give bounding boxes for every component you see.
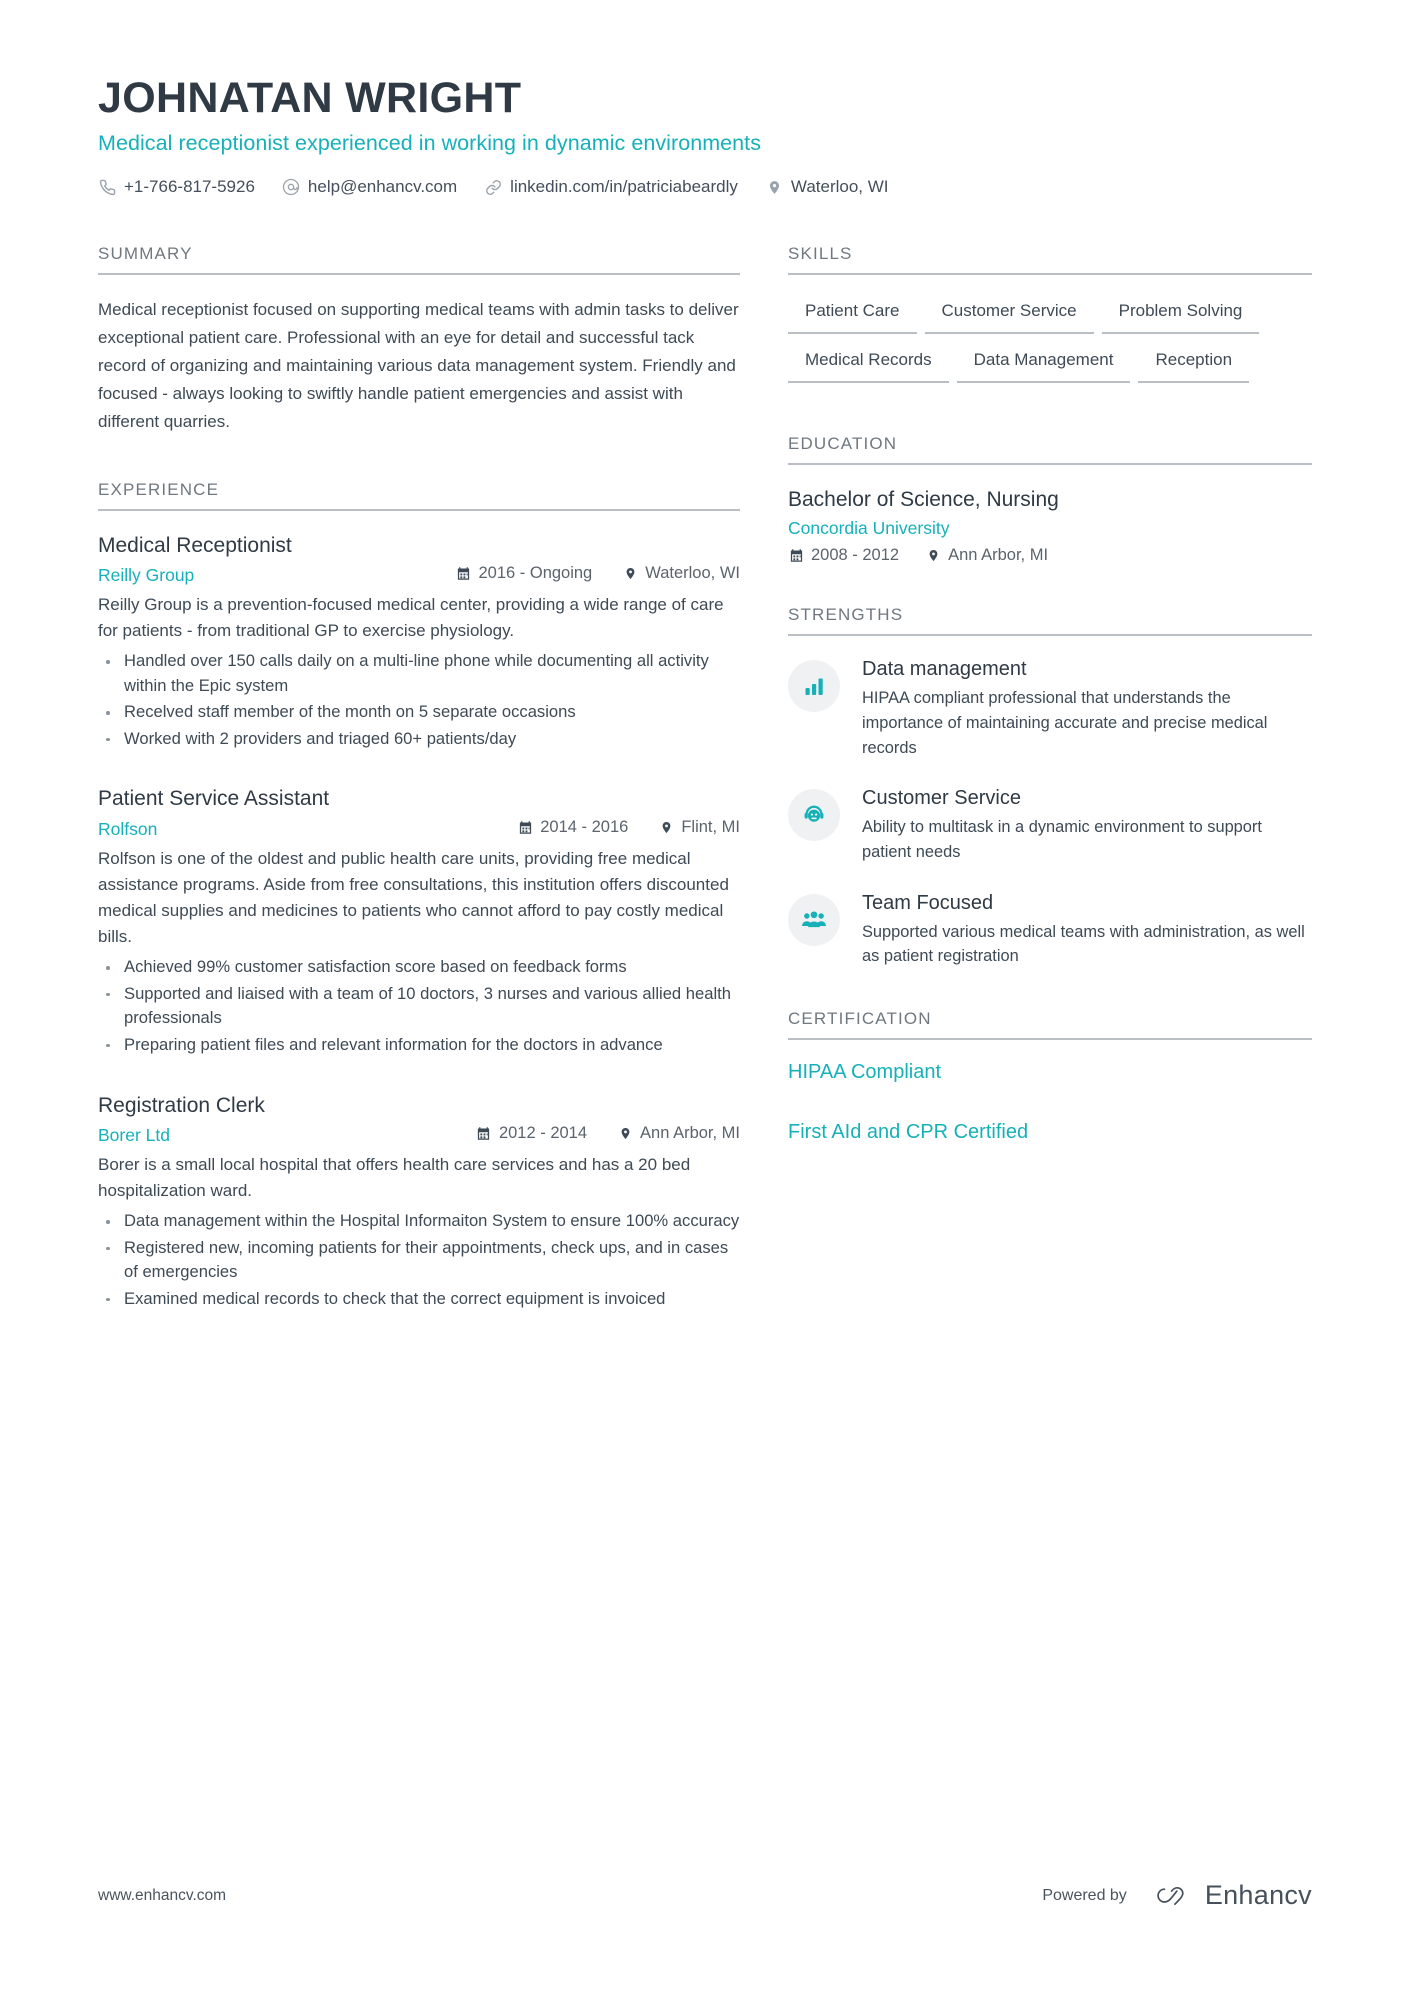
experience-description: Borer is a small local hospital that offers health care services and has a 20 bed hospitalization ward.: [98, 1154, 691, 1200]
experience-meta-right: [476, 1124, 740, 1143]
strength-body: [862, 786, 1312, 864]
experience-bullets: [98, 1209, 740, 1311]
left-column: [98, 244, 788, 1313]
calendar-icon: [455, 565, 471, 581]
education-dates-text: 2008 - 2012: [811, 546, 900, 565]
enhancv-brand-name: Enhancv: [1204, 1880, 1312, 1910]
education-school: Concordia University: [788, 518, 950, 539]
summary-section-title: SUMMARY: [98, 244, 740, 275]
list-item: Worked with 2 providers and triaged 60+ patients/day: [98, 727, 740, 752]
spacer: [788, 969, 1312, 1009]
summary-text: Medical receptionist focused on supporting medical teams with admin tasks to deliver exceptional patient care. Professional with an eye for detail and successful tack record of organizing and maintaining various data management system. Friendly and focused - always looking to swiftly handle patient emergencies and assist with different quarries.: [98, 300, 739, 431]
experience-meta-row: [98, 1124, 740, 1146]
experience-role: Medical Receptionist: [98, 533, 292, 557]
education-degree: Bachelor of Science, Nursing: [788, 488, 1059, 512]
experience-entry: [98, 532, 740, 752]
certification-item: HIPAA Compliant: [788, 1060, 942, 1083]
resume-header: [98, 0, 1312, 197]
calendar-icon: [476, 1125, 492, 1141]
certification-item: First AId and CPR Certified: [788, 1120, 1029, 1143]
list-item: Data management within the Hospital Informaiton System to ensure 100% accuracy: [98, 1209, 740, 1234]
headset-agent-icon: [801, 802, 827, 828]
education-section-title: EDUCATION: [788, 434, 1312, 465]
experience-location-text: Waterloo, WI: [645, 563, 740, 582]
enhancv-logo-icon: [1148, 1883, 1192, 1909]
footer-brand-group: [1042, 1880, 1312, 1911]
bar-chart-icon: [802, 674, 826, 698]
experience-company: Rolfson: [98, 818, 158, 839]
experience-section-title: EXPERIENCE: [98, 480, 740, 511]
skills-list: [788, 296, 1312, 394]
powered-by-label: Powered by: [1042, 1886, 1127, 1904]
experience-role: Registration Clerk: [98, 1093, 265, 1117]
enhancv-brand[interactable]: [1148, 1880, 1312, 1911]
experience-location: [658, 818, 740, 837]
experience-role: Patient Service Assistant: [98, 787, 330, 811]
location-icon: [658, 819, 674, 835]
skill-chip: Patient Care: [788, 296, 917, 334]
section-strengths: [788, 605, 1312, 968]
experience-description: Reilly Group is a prevention-focused medical center, providing a wide range of care for patients - from traditional GP to exercise physiology.: [98, 594, 724, 640]
list-item: Registered new, incoming patients for their appointments, check ups, and in cases of emergencies: [98, 1236, 740, 1285]
education-dates: [788, 546, 899, 565]
list-item: Supported and liaised with a team of 10 doctors, 3 nurses and various allied health professionals: [98, 982, 740, 1031]
experience-dates-text: 2014 - 2016: [540, 817, 629, 836]
experience-meta-row: [98, 564, 740, 586]
contact-linkedin-text: linkedin.com/in/patriciabeardly: [510, 177, 738, 197]
experience-dates: [455, 564, 592, 583]
skill-chip: Customer Service: [925, 296, 1094, 334]
section-experience: [98, 480, 740, 1312]
location-icon: [617, 1125, 633, 1141]
strength-item: [788, 786, 1312, 864]
calendar-icon: [788, 548, 804, 564]
experience-dates-text: 2012 - 2014: [498, 1123, 588, 1142]
section-education: [788, 434, 1312, 565]
education-location-text: Ann Arbor, MI: [948, 546, 1049, 565]
footer-url[interactable]: www.enhancv.com: [98, 1886, 227, 1904]
strength-badge: [788, 789, 840, 841]
strength-description: Supported various medical teams with administration, as well as patient registration: [862, 922, 1305, 966]
strength-body: [862, 891, 1312, 969]
experience-description: Rolfson is one of the oldest and public health care units, providing free medical assistance programs. Aside from free consultations, this institution offers discounted medical supplies and medicines to patients who cannot afford to pay costly medical bills.: [98, 848, 729, 947]
experience-meta-right: [517, 818, 740, 837]
contact-phone-text: +1-766-817-5926: [124, 177, 255, 197]
section-skills: [788, 244, 1312, 394]
list-item: Recelved staff member of the month on 5 separate occasions: [98, 700, 740, 725]
experience-bullets: [98, 649, 740, 751]
list-item: Handled over 150 calls daily on a multi-line phone while documenting all activity within the Epic system: [98, 649, 740, 698]
strength-name: Data management: [862, 658, 1027, 681]
skill-chip: Data Management: [957, 345, 1131, 383]
experience-company: Borer Ltd: [98, 1124, 170, 1145]
experience-entry: [98, 785, 740, 1057]
spacer: [98, 436, 740, 480]
email-icon: [282, 178, 301, 197]
contact-row: [98, 177, 1312, 197]
skills-section-title: SKILLS: [788, 244, 1312, 275]
strength-name: Customer Service: [862, 787, 1021, 810]
phone-icon: [98, 178, 117, 197]
resume-footer: [98, 1880, 1312, 1911]
section-summary: [98, 244, 740, 435]
right-column: [788, 244, 1312, 1144]
spacer: [788, 394, 1312, 434]
location-icon: [765, 178, 784, 197]
strengths-section-title: STRENGTHS: [788, 605, 1312, 636]
skill-chip: Reception: [1138, 345, 1249, 383]
link-icon: [484, 178, 503, 197]
list-item: Examined medical records to check that the correct equipment is invoiced: [98, 1287, 740, 1312]
contact-email[interactable]: [282, 177, 457, 197]
strength-body: [862, 657, 1312, 760]
resume-body: [98, 244, 1312, 1313]
experience-dates: [476, 1124, 587, 1143]
list-item: Achieved 99% customer satisfaction score based on feedback forms: [98, 955, 740, 980]
list-item: Preparing patient files and relevant information for the doctors in advance: [98, 1033, 740, 1058]
strength-name: Team Focused: [862, 891, 994, 914]
experience-location: [617, 1124, 740, 1143]
experience-company: Reilly Group: [98, 564, 195, 585]
candidate-headline: Medical receptionist experienced in working in dynamic environments: [98, 131, 762, 156]
experience-location-text: Ann Arbor, MI: [640, 1123, 740, 1142]
strength-badge: [788, 894, 840, 946]
experience-meta-row: [98, 818, 740, 840]
contact-linkedin[interactable]: [484, 177, 738, 197]
strength-description: HIPAA compliant professional that understands the importance of maintaining accurate and precise medical records: [862, 689, 1268, 757]
experience-location: [622, 564, 740, 583]
skill-chip: Problem Solving: [1102, 296, 1260, 334]
spacer: [788, 565, 1312, 605]
contact-email-text: help@enhancv.com: [307, 177, 458, 197]
strength-item: [788, 657, 1312, 760]
candidate-name: JOHNATAN WRIGHT: [98, 74, 522, 122]
section-certification: [788, 1009, 1312, 1144]
skill-chip: Medical Records: [788, 345, 949, 383]
contact-phone[interactable]: [98, 177, 255, 197]
education-entry: [788, 486, 1312, 565]
strength-badge: [788, 660, 840, 712]
people-group-icon: [801, 907, 827, 933]
contact-location[interactable]: [765, 177, 889, 197]
experience-bullets: [98, 955, 740, 1057]
experience-dates-text: 2016 - Ongoing: [478, 563, 593, 582]
experience-location-text: Flint, MI: [681, 817, 740, 836]
experience-entry: [98, 1092, 740, 1312]
contact-location-text: Waterloo, WI: [790, 177, 889, 197]
education-location: [925, 546, 1048, 565]
calendar-icon: [517, 819, 533, 835]
experience-meta-right: [455, 564, 740, 583]
experience-dates: [517, 818, 628, 837]
location-icon: [925, 548, 941, 564]
strength-description: Ability to multitask in a dynamic environment to support patient needs: [862, 818, 1262, 861]
location-icon: [622, 565, 638, 581]
education-meta: [788, 546, 1312, 565]
strength-item: [788, 891, 1312, 969]
certification-section-title: CERTIFICATION: [788, 1009, 1312, 1040]
